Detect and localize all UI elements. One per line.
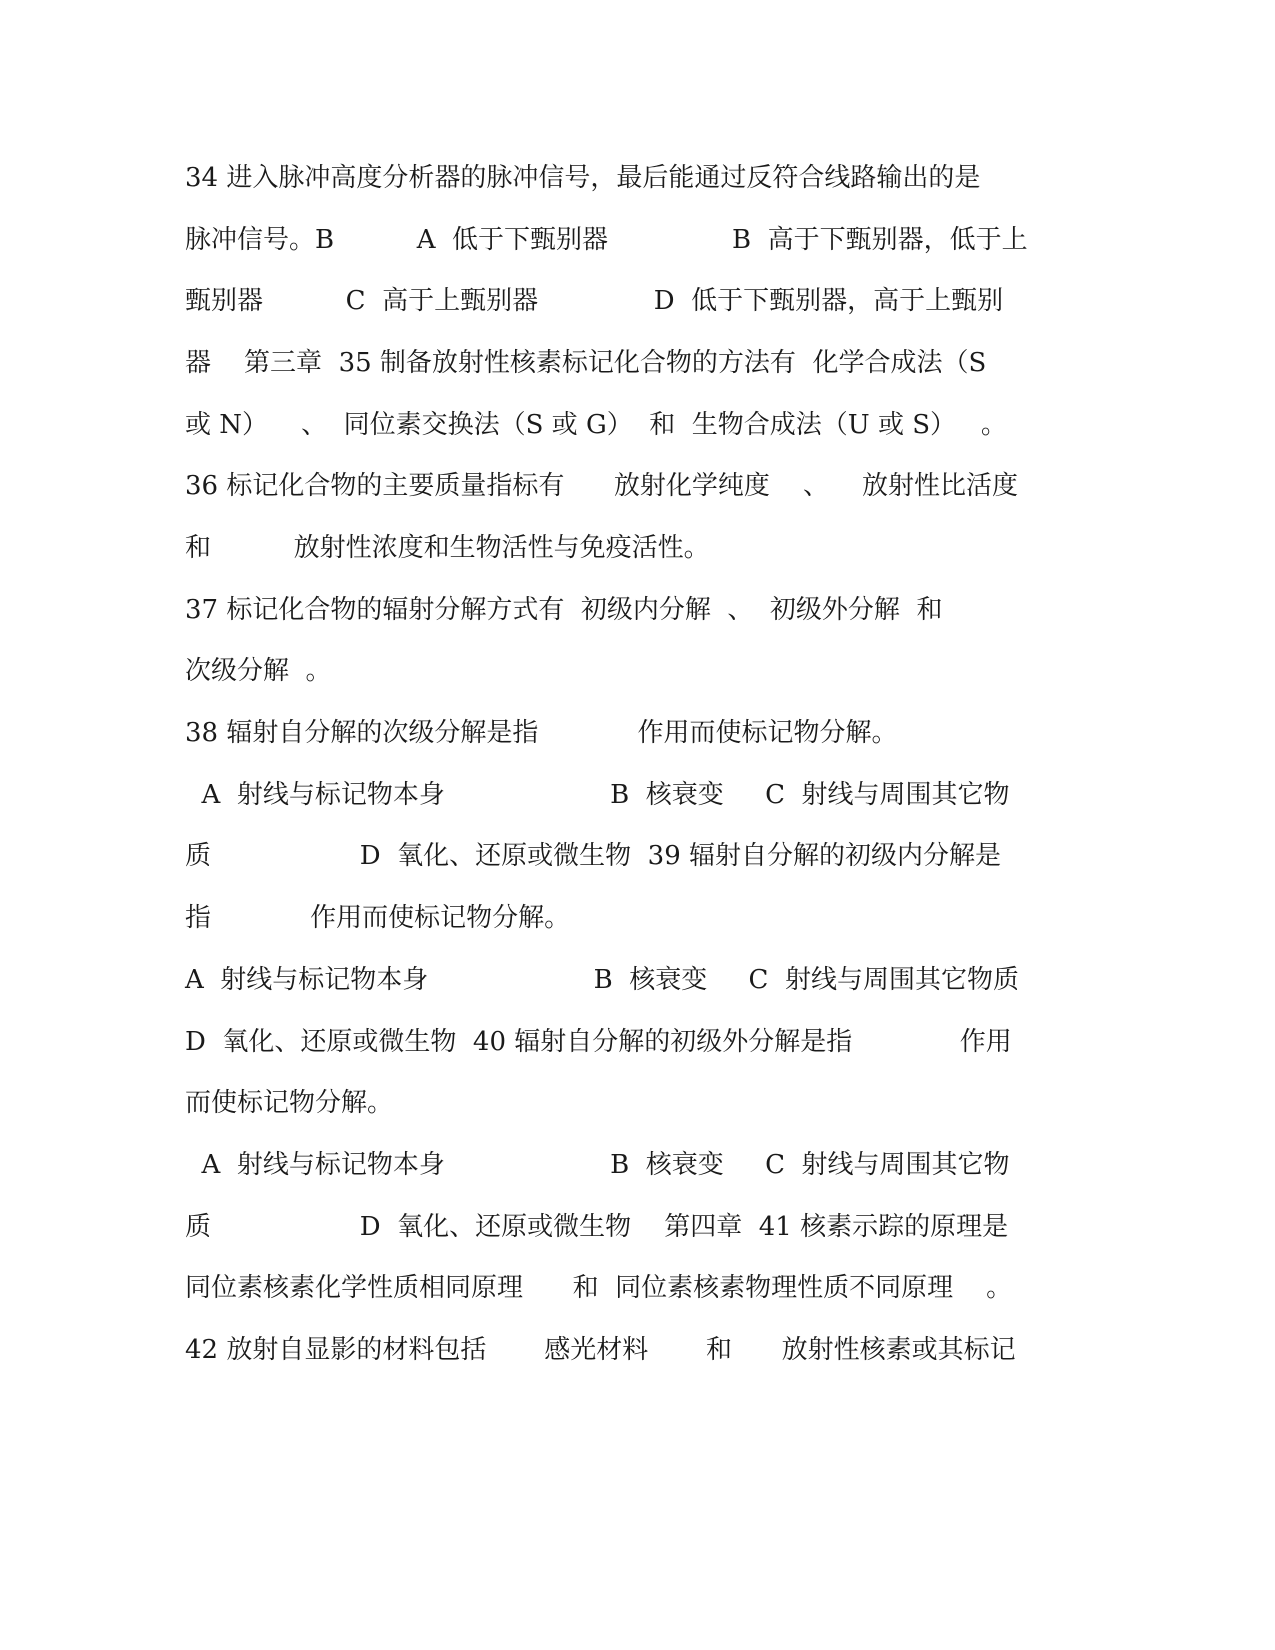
text-line-13: 指 作用而使标记物分解。 — [185, 903, 571, 933]
text-line-11: A 射线与标记物本身 B 核衰变 C 射线与周围其它物 — [185, 780, 1010, 810]
text-line-9: 次级分解 。 — [185, 656, 332, 686]
text-line-5: 或 N） 、 同位素交换法（S 或 G） 和 生物合成法（U 或 S） 。 — [185, 410, 1007, 440]
text-line-7: 和 放射性浓度和生物活性与免疫活性。 — [185, 533, 710, 563]
text-line-18: 质 D 氧化、还原或微生物 第四章 41 核素示踪的原理是 — [185, 1212, 1009, 1242]
text-line-2: 脉冲信号。B A 低于下甄别器 B 高于下甄别器，低于上 — [185, 225, 1028, 255]
text-line-3: 甄别器 C 高于上甄别器 D 低于下甄别器，高于上甄别 — [185, 286, 1004, 316]
text-line-10: 38 辐射自分解的次级分解是指 作用而使标记物分解。 — [185, 718, 898, 748]
text-line-15: D 氧化、还原或微生物 40 辐射自分解的初级外分解是指 作用 — [185, 1027, 1012, 1057]
text-line-17: A 射线与标记物本身 B 核衰变 C 射线与周围其它物 — [185, 1150, 1010, 1180]
text-line-8: 37 标记化合物的辐射分解方式有 初级内分解 、 初级外分解 和 — [185, 595, 943, 625]
text-line-12: 质 D 氧化、还原或微生物 39 辐射自分解的初级内分解是 — [185, 841, 1002, 871]
text-line-14: A 射线与标记物本身 B 核衰变 C 射线与周围其它物质 — [185, 965, 1019, 995]
text-line-20: 42 放射自显影的材料包括 感光材料 和 放射性核素或其标记 — [185, 1335, 1016, 1365]
text-line-4: 器 第三章 35 制备放射性核素标记化合物的方法有 化学合成法（S — [185, 348, 987, 378]
text-line-1: 34 进入脉冲高度分析器的脉冲信号，最后能通过反符合线路输出的是 — [185, 163, 981, 193]
text-line-16: 而使标记物分解。 — [185, 1088, 394, 1118]
text-line-19: 同位素核素化学性质相同原理 和 同位素核素物理性质不同原理 。 — [185, 1273, 1013, 1303]
text-line-6: 36 标记化合物的主要质量指标有 放射化学纯度 、 放射性比活度 — [185, 471, 1019, 501]
